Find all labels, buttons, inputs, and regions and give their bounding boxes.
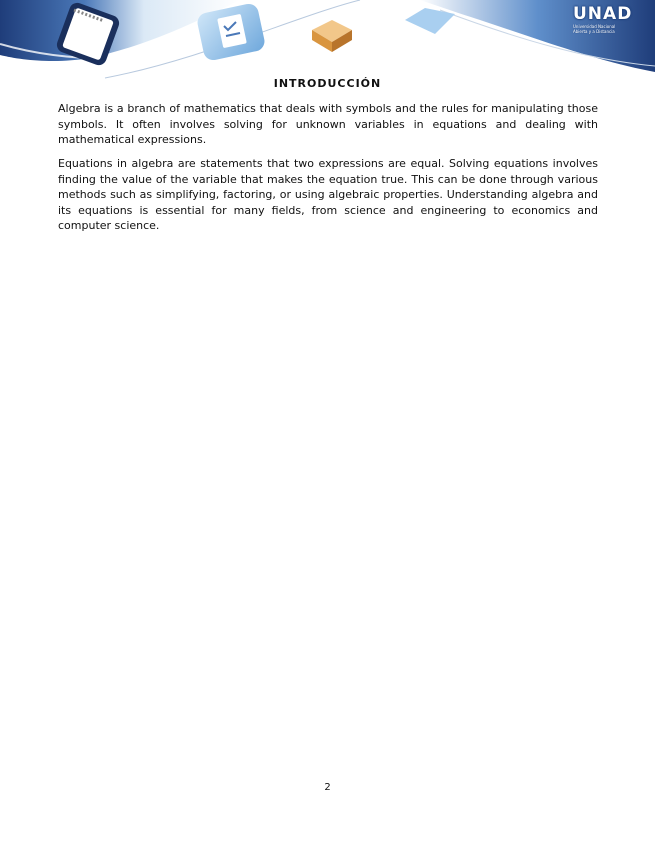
logo-subtitle-line1: Universidad Nacional — [573, 24, 616, 29]
page-number: 2 — [324, 782, 331, 793]
header-banner — [0, 0, 655, 80]
diamond-icon — [405, 8, 455, 34]
box-icon — [312, 20, 352, 52]
logo-text: UNAD — [573, 4, 633, 24]
intro-paragraph-1: Algebra is a branch of mathematics that deals with symbols and the rules for manipulating those symbols. It often involves solving for unknown variables in equations and dealing with mathematical expressions. — [58, 102, 598, 146]
page-title: INTRODUCCIÓN — [273, 77, 382, 90]
logo-subtitle — [573, 24, 643, 34]
logo-subtitle-line2: Abierta y a Distancia — [573, 29, 615, 34]
unad-logo — [573, 4, 643, 36]
intro-paragraph-2: Equations in algebra are statements that two expressions are equal. Solving equations involves finding the value of the variable that makes the equation true. This can be done through various methods such as simplifying, factoring, or using algebraic properties. Understanding algebra and its equations is essential for many fields, from science and engineering to economics and computer science. — [58, 157, 598, 232]
